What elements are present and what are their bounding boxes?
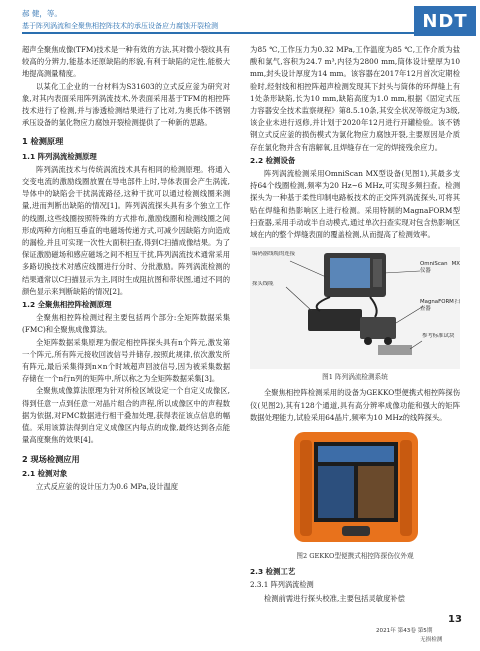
header-article-title: 基于阵列涡流和全聚焦相控阵技术的承压设备应力腐蚀开裂检测 [22,22,218,30]
paragraph: 检测前需进行探头校准,主要包括灵敏度补偿 [264,593,405,603]
label-probe-cable: 探头线缆 [252,281,274,288]
journal-logo [414,6,476,36]
paragraph: 阵列涡流检测采用OmniScan MX型设备(见图1),其最多支持64个线圈检测,频率为20 Hz~6 MHz,可实现多频扫查。检测探头为一种基于柔性印制电路板技术的正交阵列涡流探头,可将其贴在焊缝和热影响区上进行检测。采用特制的MagnaFORM型扫查器,采用手动或半自动模式,通过单次扫查实现对包含热影响区域在内的整个焊缝表面的覆盖检测,从而提高了检测效率。 [250,169,460,240]
paragraph: 全聚焦相控阵检测过程主要包括两个部分:全矩阵数据采集(FMC)和全聚焦成像算法。 [22,313,230,335]
magnaform-scanner [360,317,396,339]
paragraph: 全聚焦成像算法原理为针对所检区域设定一个自定义成像区,得到任意一点到任意一对晶片组合的声程,所以成像区中的声程数据为依据,对FMC数据进行相干叠加处理,获得表征该点信息的幅值。采用该算法得到自定义成像区内每点的成像,最终达到各点能量高度聚焦的效果[4]。 [22,386,230,445]
subsection-heading: 2.2 检测设备 [250,155,296,165]
paragraph: 立式反应釜的设计压力为0.6 MPa,设计温度 [36,481,179,491]
page-header [0,0,480,42]
footer-journal: 无损检测 [420,637,443,643]
logo-text: NDT [422,10,468,32]
reference-block [378,345,412,355]
section-heading: 2 现场检测应用 [22,453,80,464]
header-authors: 郝 健，等。 [22,9,62,18]
right-column [250,44,460,605]
section-heading: 1 检测原理 [22,136,64,147]
label-reference-block: 参考标准试块 [422,333,455,340]
subsection-heading: 1.1 阵列涡流检测原理 [22,151,97,161]
paragraph: 全矩阵数据采集原理为假定相控阵探头具有n个阵元,激发第一个阵元,所有阵元接收回波信号并储存,按照此规律,依次激发所有阵元,最后采集得到n×n个时域超声回波信号,因为被采集数据存储在一个n行n列的矩阵中,所以称之为全矩阵数据采集[3]。 [22,337,230,384]
subsection-heading: 2.3 检测工艺 [250,567,296,577]
paragraph: 为85 ℃,工作压力为0.32 MPa,工作温度为85 ℃,工作介质为盐酸和氯气,容积为24.7 m³,内径为2800 mm,筒体设计壁厚为10 mm,封头设计厚度为14 mm。该容器在2017年12月首次定期检验时,经射线和相控阵超声检测发现其下封头与筒体的环焊缝上有1处条形缺陷,长为10 mm,缺陷高度为1.0 mm,根据《固定式压力容器安全技术监察规程》第8.5.10条,其安全状况等级定为3级,该企业未进行返修,并计划于2020年12月进行开罐检验。该不锈钢立式反应釜的损伤模式为氯化物应力腐蚀开裂,主要原因是介质存在氯化物并含有溶解氧,且焊缝存在一定的焊接残余应力。 [250,45,460,152]
header-divider [22,32,414,34]
paragraph: 以某化工企业的一台材料为S31603的立式反应釜为研究对象,对其内表面采用阵列涡流技术,外表面采用基于TFM的相控阵技术进行了检测,并与渗透检测结果进行了比对,为奥氏体不锈钢承压设备的氯化物应力腐蚀开裂检测提供了一种新的思路。 [22,81,230,128]
figure-gekko-device [250,428,460,548]
paragraph: 全聚焦相控阵检测采用的设备为GEKKO型便携式相控阵探伤仪(见图2),其有128个通道,具有高分辨率成像功能和强大的矩阵数据处理能力,试验采用64晶片,频率为10 MHz的线阵探头。 [250,388,460,422]
figure-caption: 图1 阵列涡流检测系统 [322,373,388,382]
left-column [22,44,230,493]
label-omniscan: OmniScan MX仪器 [420,261,460,275]
eddy-system-illustration [250,247,460,369]
figure-eddy-current-system [250,247,460,369]
gekko-illustration [250,428,460,548]
probe [308,309,362,331]
figure-caption: 图2 GEKKO型便携式相控阵探伤仪外观 [296,552,414,561]
paragraph: 阵列涡流技术与传统涡流技术具有相同的检测原理。将通入交变电流的激励线圈放置在导电部件上时,导体表面会产生涡流,导体中的缺陷会干扰涡流路径,这种干扰可以通过检测线圈来测量,进而判断出缺陷的情况[1]。阵列涡流探头具有多个独立工作的线圈,这些线圈按照特殊的方式排布,激励线圈和检测线圈之间形成两种方向相互垂直的电磁场传递方式,可减少因缺陷方向造成的漏检,并且可实现一次性大面积扫查,得到C扫描成像结果。为了保证激励磁场和感应磁场之间不相互干扰,阵列涡流技术通常采用多路切换技术对感应线圈进行分时、分批激励。阵列涡流检测的结果通常以C扫描显示为主,同时生成阻抗图和带状图,通过不同的颜色显示来判断缺陷的情况[2]。 [22,164,230,296]
subsection-heading: 1.2 全聚焦相控阵检测原理 [22,300,112,310]
footer-volume: 2021年 第43卷 第5期 [376,628,433,634]
subsubsection-heading: 2.3.1 阵列涡流检测 [250,580,314,590]
subsection-heading: 2.1 检测对象 [22,468,68,478]
label-scanner: MagnaFORM扫查器 [420,299,460,313]
label-encoder-cable: 编码器线缆的连接 [252,251,296,258]
page-number: 13 [448,614,462,625]
paragraph: 超声全聚焦成像(TFM)技术是一种有效的方法,其对微小裂纹具有较高的分辨力,能基本还原缺陷的形貌,有利于缺陷的定性,能极大地提高测量精度。 [22,45,230,79]
